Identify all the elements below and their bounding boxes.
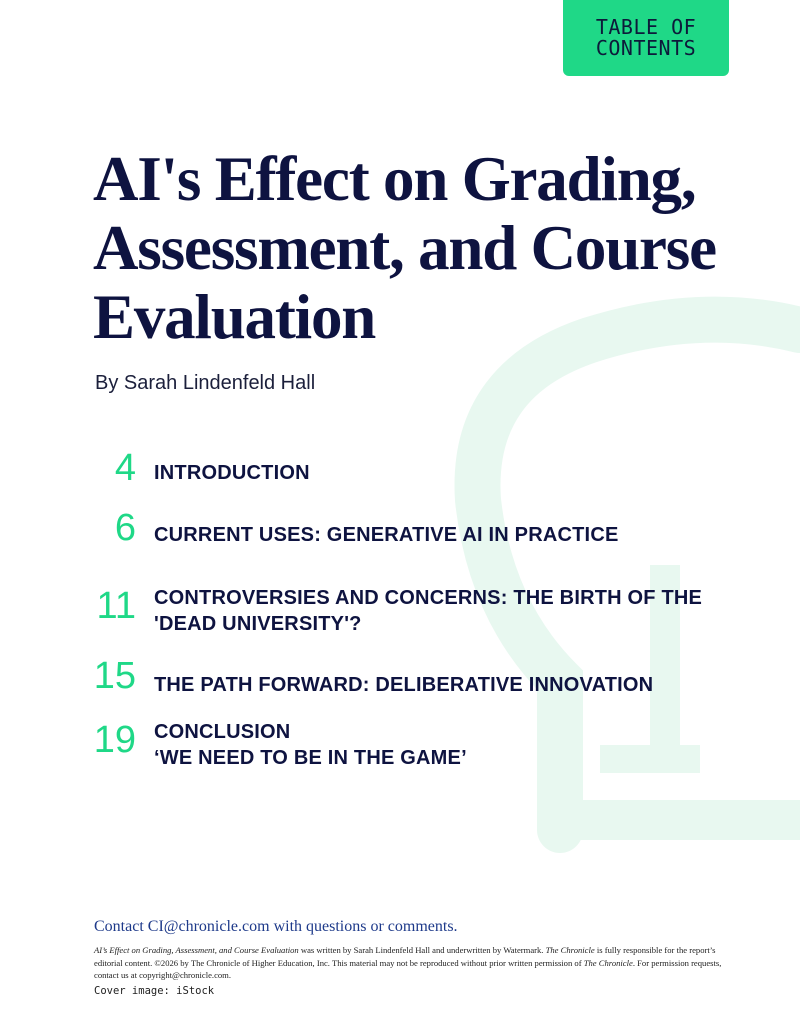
- fine-print-report-title: AI’s Effect on Grading, Assessment, and Course Evaluation: [94, 945, 299, 955]
- fine-print-text: was written by Sarah Lindenfeld Hall and underwritten by Watermark.: [298, 945, 546, 955]
- toc-label: THE PATH FORWARD: DELIBERATIVE INNOVATION: [154, 674, 654, 696]
- toc-label: CURRENT USES: GENERATIVE AI IN PRACTICE: [154, 524, 619, 546]
- fine-print-text: . For permission requests, contact us at copyright@chronicle.com.: [94, 957, 722, 980]
- fine-print-publication: The Chronicle: [583, 957, 633, 968]
- toc-page-number: 19: [93, 719, 136, 761]
- toc-page-number: 11: [96, 585, 136, 627]
- page-title: AI's Effect on Grading, Assessment, and Course Evaluation: [93, 144, 716, 352]
- contact-line: Contact CI@chronicle.com with questions or comments.: [94, 918, 458, 935]
- toc-label: CONTROVERSIES AND CONCERNS: THE BIRTH OF THE 'DEAD UNIVERSITY'?: [154, 587, 703, 635]
- byline: By Sarah Lindenfeld Hall: [95, 372, 316, 394]
- fine-print: [94, 944, 738, 982]
- fine-print-publication: The Chronicle: [545, 945, 595, 955]
- toc-page-number: 6: [114, 507, 136, 549]
- toc-page-number: 4: [114, 447, 136, 489]
- toc-page-number: 15: [93, 655, 136, 697]
- cover-credit: Cover image: iStock: [94, 985, 215, 997]
- table-of-contents-tab[interactable]: TABLE OF CONTENTS: [563, 0, 729, 76]
- toc-label: CONCLUSION ‘WE NEED TO BE IN THE GAME’: [154, 721, 467, 769]
- fine-print-text: is fully responsible for the report’s editorial content. ©2026 by The Chronicle of Higher Education, Inc. This material may not be reproduced without prior written permission of: [94, 945, 716, 968]
- toc-label: INTRODUCTION: [154, 462, 310, 484]
